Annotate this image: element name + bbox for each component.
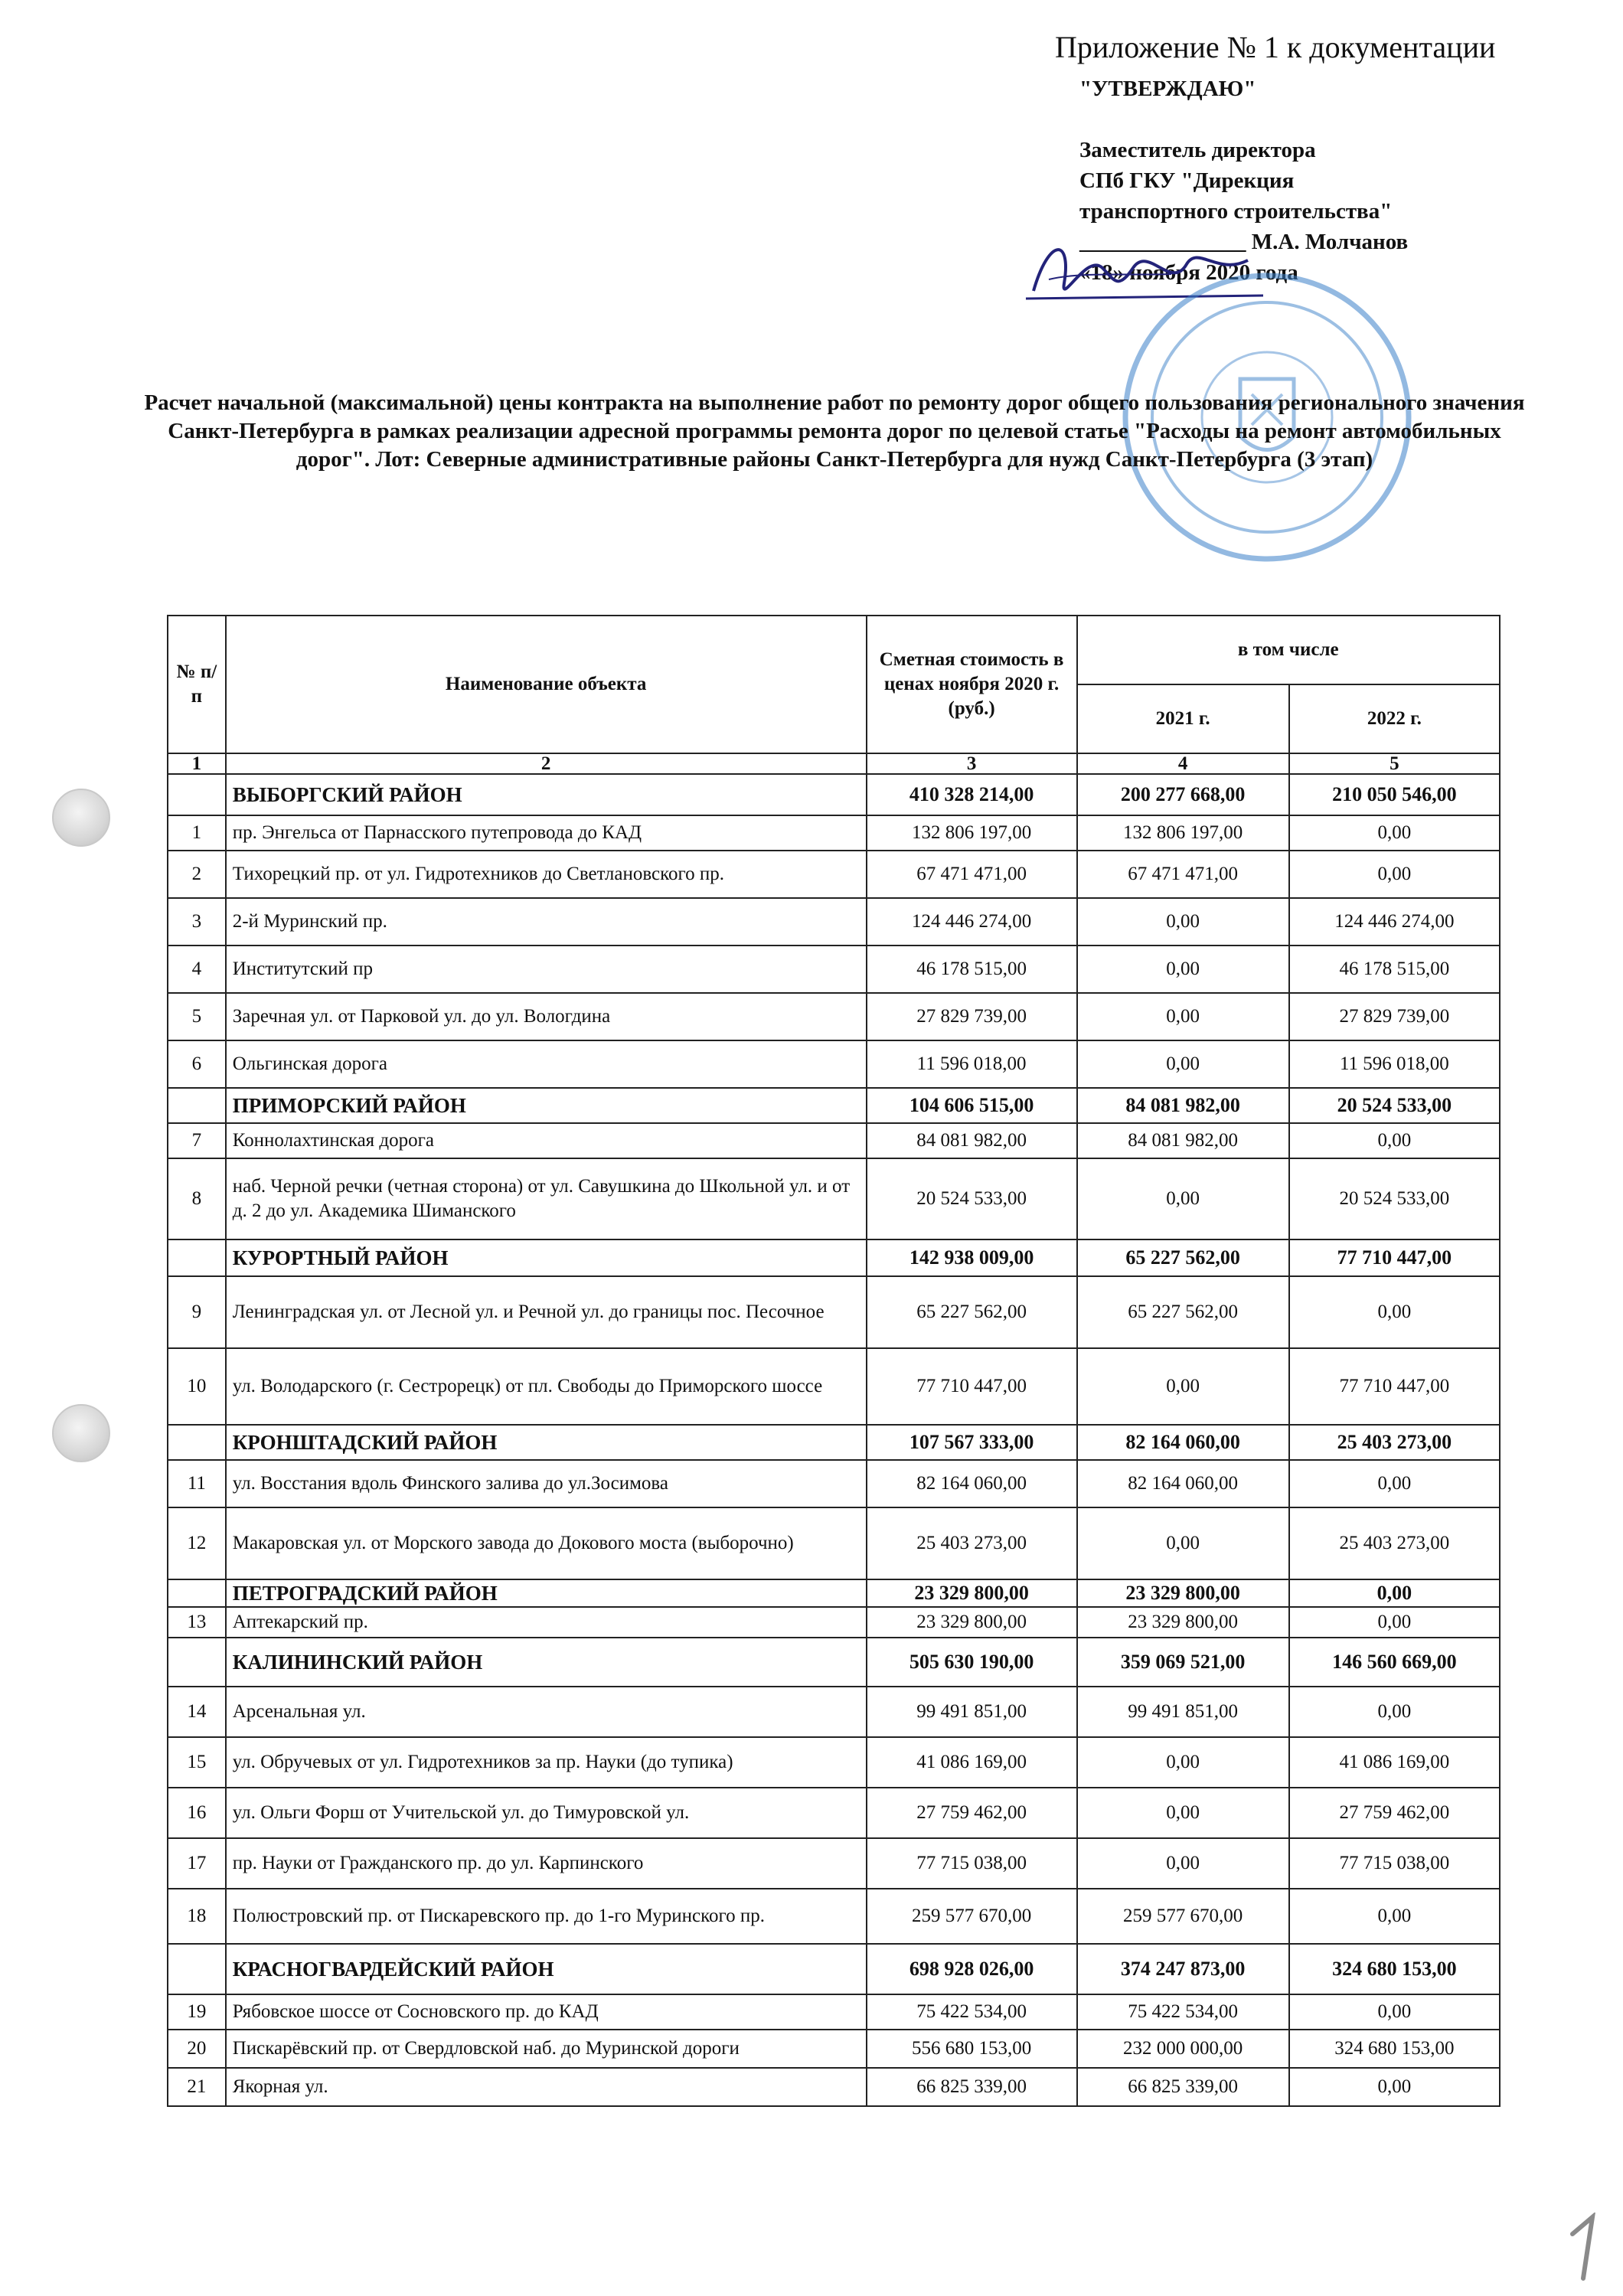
object-name: Макаровская ул. от Морского завода до Докового моста (выборочно) xyxy=(226,1507,867,1579)
row-number: 6 xyxy=(168,1040,226,1088)
year-2021-cell: 0,00 xyxy=(1077,1838,1289,1889)
district-row xyxy=(168,1425,1500,1460)
row-number: 3 xyxy=(168,898,226,946)
table-row xyxy=(168,1348,1500,1425)
row-number: 1 xyxy=(168,815,226,851)
table-row xyxy=(168,1737,1500,1788)
year-2022-cell: 77 710 447,00 xyxy=(1289,1348,1500,1425)
row-number xyxy=(168,1579,226,1607)
approve-line: _______________ М.А. Молчанов xyxy=(1079,230,1409,254)
year-2022-cell: 0,00 xyxy=(1289,1687,1500,1737)
year-2022-cell: 27 829 739,00 xyxy=(1289,993,1500,1040)
row-number: 16 xyxy=(168,1788,226,1838)
year-2022-cell: 0,00 xyxy=(1289,1579,1500,1607)
year-2021-cell: 132 806 197,00 xyxy=(1077,815,1289,851)
year-2022-cell: 27 759 462,00 xyxy=(1289,1788,1500,1838)
year-2021-cell: 0,00 xyxy=(1077,1737,1289,1788)
year-2022-cell: 0,00 xyxy=(1289,1123,1500,1158)
object-name: Аптекарский пр. xyxy=(226,1607,867,1638)
table-row xyxy=(168,1276,1500,1348)
district-row xyxy=(168,1944,1500,1994)
table-row xyxy=(168,1460,1500,1507)
year-2022-cell: 25 403 273,00 xyxy=(1289,1507,1500,1579)
cost-table xyxy=(167,615,1501,2107)
object-name: ул. Обручевых от ул. Гидротехников за пр. Науки (до тупика) xyxy=(226,1737,867,1788)
year-2021-cell: 84 081 982,00 xyxy=(1077,1088,1289,1123)
cost-cell: 67 471 471,00 xyxy=(867,851,1077,898)
col-number: 2 xyxy=(226,753,867,774)
year-2021-cell: 75 422 534,00 xyxy=(1077,1994,1289,2030)
table-row xyxy=(168,1607,1500,1638)
punch-hole-bottom xyxy=(52,1404,110,1462)
year-2022-cell: 0,00 xyxy=(1289,1276,1500,1348)
table-row xyxy=(168,1838,1500,1889)
year-2021-cell: 0,00 xyxy=(1077,898,1289,946)
object-name: КАЛИНИНСКИЙ РАЙОН xyxy=(226,1638,867,1687)
table-row xyxy=(168,898,1500,946)
year-2021-cell: 232 000 000,00 xyxy=(1077,2030,1289,2068)
punch-hole-top xyxy=(52,789,110,847)
table-row xyxy=(168,1040,1500,1088)
col-number: 5 xyxy=(1289,753,1500,774)
cost-cell: 11 596 018,00 xyxy=(867,1040,1077,1088)
cost-cell: 23 329 800,00 xyxy=(867,1607,1077,1638)
cost-cell: 124 446 274,00 xyxy=(867,898,1077,946)
approve-line: "УТВЕРЖДАЮ" xyxy=(1079,77,1256,101)
year-2022-cell: 324 680 153,00 xyxy=(1289,1944,1500,1994)
table-row xyxy=(168,946,1500,993)
object-name: ПЕТРОГРАДСКИЙ РАЙОН xyxy=(226,1579,867,1607)
cost-cell: 104 606 515,00 xyxy=(867,1088,1077,1123)
year-2021-cell: 23 329 800,00 xyxy=(1077,1607,1289,1638)
row-number: 17 xyxy=(168,1838,226,1889)
cost-cell: 82 164 060,00 xyxy=(867,1460,1077,1507)
cost-cell: 142 938 009,00 xyxy=(867,1239,1077,1276)
table-row xyxy=(168,1994,1500,2030)
object-name: пр. Науки от Гражданского пр. до ул. Карпинского xyxy=(226,1838,867,1889)
row-number: 10 xyxy=(168,1348,226,1425)
table-row xyxy=(168,2030,1500,2068)
header-2022: 2022 г. xyxy=(1289,684,1500,753)
object-name: Полюстровский пр. от Пискаревского пр. до 1-го Муринского пр. xyxy=(226,1889,867,1944)
year-2022-cell: 25 403 273,00 xyxy=(1289,1425,1500,1460)
appendix-label: Приложение № 1 к документации xyxy=(1055,30,1496,64)
object-name: Тихорецкий пр. от ул. Гидротехников до Светлановского пр. xyxy=(226,851,867,898)
year-2022-cell: 146 560 669,00 xyxy=(1289,1638,1500,1687)
row-number xyxy=(168,1944,226,1994)
year-2021-cell: 66 825 339,00 xyxy=(1077,2068,1289,2106)
year-2022-cell: 41 086 169,00 xyxy=(1289,1737,1500,1788)
row-number: 19 xyxy=(168,1994,226,2030)
header-num: № п/п xyxy=(168,616,226,753)
year-2021-cell: 82 164 060,00 xyxy=(1077,1425,1289,1460)
object-name: Якорная ул. xyxy=(226,2068,867,2106)
cost-cell: 75 422 534,00 xyxy=(867,1994,1077,2030)
cost-cell: 77 715 038,00 xyxy=(867,1838,1077,1889)
object-name: Ленинградская ул. от Лесной ул. и Речной ул. до границы пос. Песочное xyxy=(226,1276,867,1348)
object-name: Коннолахтинская дорога xyxy=(226,1123,867,1158)
cost-cell: 505 630 190,00 xyxy=(867,1638,1077,1687)
table-row xyxy=(168,1788,1500,1838)
approve-line: «18» ноября 2020 года xyxy=(1079,260,1298,285)
row-number: 11 xyxy=(168,1460,226,1507)
year-2021-cell: 374 247 873,00 xyxy=(1077,1944,1289,1994)
cost-cell: 107 567 333,00 xyxy=(867,1425,1077,1460)
header-name: Наименование объекта xyxy=(226,616,867,753)
cost-cell: 410 328 214,00 xyxy=(867,774,1077,815)
table-row xyxy=(168,1687,1500,1737)
row-number: 12 xyxy=(168,1507,226,1579)
col-number: 4 xyxy=(1077,753,1289,774)
object-name: Пискарёвский пр. от Свердловской наб. до Муринской дороги xyxy=(226,2030,867,2068)
year-2022-cell: 0,00 xyxy=(1289,851,1500,898)
year-2021-cell: 0,00 xyxy=(1077,1158,1289,1239)
year-2021-cell: 65 227 562,00 xyxy=(1077,1239,1289,1276)
object-name: Рябовское шоссе от Сосновского пр. до КАД xyxy=(226,1994,867,2030)
header-including: в том числе xyxy=(1077,616,1500,684)
table-row xyxy=(168,993,1500,1040)
district-row xyxy=(168,1088,1500,1123)
col-number: 1 xyxy=(168,753,226,774)
object-name: 2-й Муринский пр. xyxy=(226,898,867,946)
year-2022-cell: 0,00 xyxy=(1289,1460,1500,1507)
object-name: ул. Ольги Форш от Учительской ул. до Тимуровской ул. xyxy=(226,1788,867,1838)
object-name: Институтский пр xyxy=(226,946,867,993)
header-2021: 2021 г. xyxy=(1077,684,1289,753)
cost-cell: 25 403 273,00 xyxy=(867,1507,1077,1579)
cost-cell: 84 081 982,00 xyxy=(867,1123,1077,1158)
row-number xyxy=(168,1088,226,1123)
object-name: наб. Черной речки (четная сторона) от ул. Савушкина до Школьной ул. и от д. 2 до ул. Академика Шиманского xyxy=(226,1158,867,1239)
district-row xyxy=(168,774,1500,815)
year-2021-cell: 200 277 668,00 xyxy=(1077,774,1289,815)
district-row xyxy=(168,1638,1500,1687)
year-2021-cell: 82 164 060,00 xyxy=(1077,1460,1289,1507)
year-2021-cell: 67 471 471,00 xyxy=(1077,851,1289,898)
year-2021-cell: 0,00 xyxy=(1077,1507,1289,1579)
cost-cell: 66 825 339,00 xyxy=(867,2068,1077,2106)
approve-line: Заместитель директора xyxy=(1079,138,1316,162)
year-2022-cell: 77 715 038,00 xyxy=(1289,1838,1500,1889)
district-row xyxy=(168,1579,1500,1607)
cost-cell: 27 829 739,00 xyxy=(867,993,1077,1040)
cost-cell: 46 178 515,00 xyxy=(867,946,1077,993)
year-2022-cell: 0,00 xyxy=(1289,815,1500,851)
header-cost: Сметная стоимость в ценах ноября 2020 г. (руб.) xyxy=(867,616,1077,753)
row-number xyxy=(168,774,226,815)
row-number: 2 xyxy=(168,851,226,898)
row-number: 7 xyxy=(168,1123,226,1158)
cost-cell: 41 086 169,00 xyxy=(867,1737,1077,1788)
year-2021-cell: 99 491 851,00 xyxy=(1077,1687,1289,1737)
year-2021-cell: 0,00 xyxy=(1077,1040,1289,1088)
cost-cell: 698 928 026,00 xyxy=(867,1944,1077,1994)
year-2022-cell: 210 050 546,00 xyxy=(1289,774,1500,815)
cost-cell: 556 680 153,00 xyxy=(867,2030,1077,2068)
year-2021-cell: 65 227 562,00 xyxy=(1077,1276,1289,1348)
signature-icon xyxy=(1018,222,1271,322)
object-name: КРОНШТАДСКИЙ РАЙОН xyxy=(226,1425,867,1460)
year-2021-cell: 0,00 xyxy=(1077,1348,1289,1425)
table-row xyxy=(168,1507,1500,1579)
year-2021-cell: 259 577 670,00 xyxy=(1077,1889,1289,1944)
table-row xyxy=(168,1158,1500,1239)
table-row xyxy=(168,815,1500,851)
row-number: 13 xyxy=(168,1607,226,1638)
object-name: ВЫБОРГСКИЙ РАЙОН xyxy=(226,774,867,815)
row-number: 21 xyxy=(168,2068,226,2106)
object-name: ПРИМОРСКИЙ РАЙОН xyxy=(226,1088,867,1123)
table-row xyxy=(168,851,1500,898)
table-row xyxy=(168,1889,1500,1944)
document-title: Расчет начальной (максимальной) цены контракта на выполнение работ по ремонту дорог общего пользования регионального значения Санкт-Петербурга в рамках реализации адресной программы ремонта дорог по целевой статье "Расходы на ремонт автомобильных дорог". Лот: Северные административные районы Санкт-Петербурга для нужд Санкт-Петербурга (3 этап) xyxy=(144,390,1525,472)
year-2022-cell: 46 178 515,00 xyxy=(1289,946,1500,993)
row-number: 15 xyxy=(168,1737,226,1788)
year-2021-cell: 0,00 xyxy=(1077,993,1289,1040)
page-number-mark xyxy=(1562,2213,1608,2281)
year-2022-cell: 0,00 xyxy=(1289,2068,1500,2106)
col-number: 3 xyxy=(867,753,1077,774)
object-name: КУРОРТНЫЙ РАЙОН xyxy=(226,1239,867,1276)
row-number xyxy=(168,1239,226,1276)
year-2021-cell: 0,00 xyxy=(1077,1788,1289,1838)
cost-cell: 132 806 197,00 xyxy=(867,815,1077,851)
row-number: 8 xyxy=(168,1158,226,1239)
row-number: 4 xyxy=(168,946,226,993)
cost-cell: 99 491 851,00 xyxy=(867,1687,1077,1737)
year-2022-cell: 324 680 153,00 xyxy=(1289,2030,1500,2068)
row-number: 18 xyxy=(168,1889,226,1944)
row-number xyxy=(168,1425,226,1460)
cost-cell: 20 524 533,00 xyxy=(867,1158,1077,1239)
object-name: Заречная ул. от Парковой ул. до ул. Вологдина xyxy=(226,993,867,1040)
table-body xyxy=(168,774,1500,2106)
approve-line: транспортного строительства" xyxy=(1079,199,1393,224)
year-2022-cell: 0,00 xyxy=(1289,1607,1500,1638)
year-2021-cell: 359 069 521,00 xyxy=(1077,1638,1289,1687)
table-row xyxy=(168,1123,1500,1158)
row-number xyxy=(168,1638,226,1687)
table-row xyxy=(168,2068,1500,2106)
district-row xyxy=(168,1239,1500,1276)
object-name: ул. Восстания вдоль Финского залива до ул.Зосимова xyxy=(226,1460,867,1507)
year-2022-cell: 77 710 447,00 xyxy=(1289,1239,1500,1276)
year-2022-cell: 11 596 018,00 xyxy=(1289,1040,1500,1088)
cost-cell: 77 710 447,00 xyxy=(867,1348,1077,1425)
object-name: КРАСНОГВАРДЕЙСКИЙ РАЙОН xyxy=(226,1944,867,1994)
cost-cell: 65 227 562,00 xyxy=(867,1276,1077,1348)
row-number: 14 xyxy=(168,1687,226,1737)
year-2021-cell: 0,00 xyxy=(1077,946,1289,993)
approve-line: СПб ГКУ "Дирекция xyxy=(1079,168,1295,193)
year-2021-cell: 84 081 982,00 xyxy=(1077,1123,1289,1158)
row-number: 5 xyxy=(168,993,226,1040)
year-2022-cell: 20 524 533,00 xyxy=(1289,1088,1500,1123)
object-name: ул. Володарского (г. Сестрорецк) от пл. Свободы до Приморского шоссе xyxy=(226,1348,867,1425)
cost-cell: 259 577 670,00 xyxy=(867,1889,1077,1944)
row-number: 9 xyxy=(168,1276,226,1348)
row-number: 20 xyxy=(168,2030,226,2068)
object-name: Арсенальная ул. xyxy=(226,1687,867,1737)
cost-cell: 27 759 462,00 xyxy=(867,1788,1077,1838)
year-2022-cell: 0,00 xyxy=(1289,1994,1500,2030)
object-name: Ольгинская дорога xyxy=(226,1040,867,1088)
approve-line xyxy=(1079,104,1408,135)
year-2022-cell: 124 446 274,00 xyxy=(1289,898,1500,946)
year-2022-cell: 0,00 xyxy=(1289,1889,1500,1944)
cost-cell: 23 329 800,00 xyxy=(867,1579,1077,1607)
object-name: пр. Энгельса от Парнасского путепровода до КАД xyxy=(226,815,867,851)
year-2021-cell: 23 329 800,00 xyxy=(1077,1579,1289,1607)
year-2022-cell: 20 524 533,00 xyxy=(1289,1158,1500,1239)
